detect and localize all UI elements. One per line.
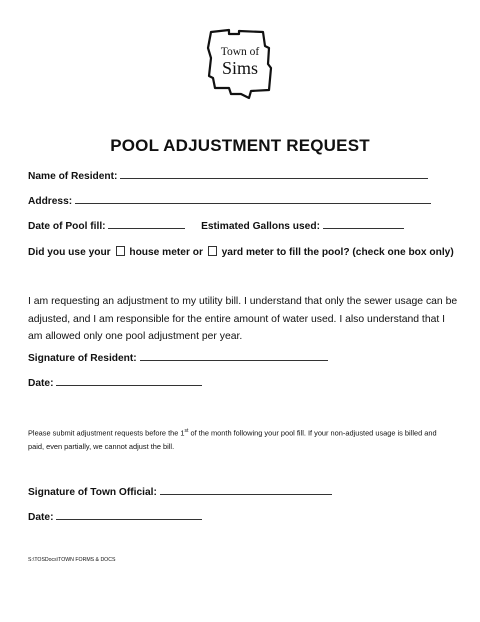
official-signature-field[interactable]: [160, 486, 332, 495]
resident-signature-row: [28, 352, 328, 364]
resident-signature-label: Signature of Resident:: [28, 353, 137, 364]
resident-signature-field[interactable]: [140, 352, 328, 361]
notice-text-2: of the month following your pool fill. If your non-adjusted usage is billed and paid, even partially, we cannot adjust the bill.: [28, 428, 437, 451]
resident-name-field[interactable]: [120, 170, 428, 179]
official-date-label: Date:: [28, 512, 54, 523]
resident-name-row: [28, 170, 428, 182]
official-signature-label: Signature of Town Official:: [28, 487, 157, 498]
official-date-row: [28, 511, 202, 523]
official-signature-row: [28, 486, 332, 498]
notice-text-1: Please submit adjustment requests before the 1: [28, 428, 185, 438]
house-meter-checkbox[interactable]: [116, 246, 125, 256]
address-label: Address:: [28, 196, 73, 207]
address-row: [28, 195, 431, 207]
yard-meter-checkbox[interactable]: [208, 246, 217, 256]
file-path-footer: S:\TOSDocs\TOWN FORMS & DOCS: [28, 557, 116, 563]
address-field[interactable]: [75, 195, 431, 204]
yard-meter-label: yard meter to fill the pool? (check one box only): [221, 247, 454, 258]
resident-date-label: Date:: [28, 378, 54, 389]
pool-fill-row: [28, 220, 404, 232]
resident-date-field[interactable]: [56, 377, 202, 386]
town-logo: [205, 28, 275, 102]
official-date-field[interactable]: [56, 511, 202, 520]
submission-notice: [28, 425, 448, 453]
pool-fill-date-field[interactable]: [108, 220, 185, 229]
logo-line1: Town of: [220, 46, 260, 58]
meter-question-row: [28, 246, 454, 258]
resident-name-label: Name of Resident:: [28, 171, 118, 182]
form-title: POOL ADJUSTMENT REQUEST: [110, 136, 370, 155]
estimated-gallons-field[interactable]: [323, 220, 404, 229]
pool-fill-date-label: Date of Pool fill:: [28, 221, 106, 232]
house-meter-label: house meter or: [129, 247, 203, 258]
resident-date-row: [28, 377, 202, 389]
meter-question-prefix: Did you use your: [28, 247, 111, 258]
notice-superscript: st: [184, 428, 189, 434]
estimated-gallons-label: Estimated Gallons used:: [201, 221, 320, 232]
acknowledgement-paragraph: I am requesting an adjustment to my utility bill. I understand that only the sewer usage can be adjusted, and I am responsible for the entire amount of water used. I also understand that I am allowed only one pool adjustment per year.: [28, 296, 458, 342]
logo-line2: Sims: [221, 58, 259, 78]
